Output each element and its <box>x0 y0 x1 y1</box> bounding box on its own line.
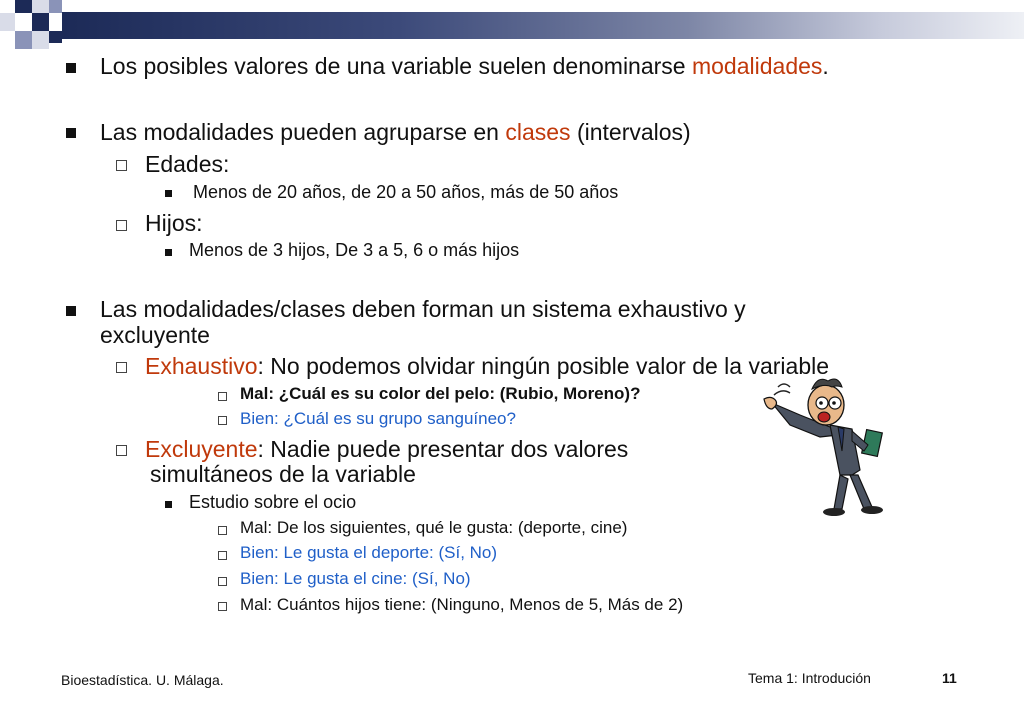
angry-man-illustration <box>760 375 910 520</box>
bullet-hollow <box>116 445 127 456</box>
deco-square-6 <box>15 31 32 49</box>
deco-square-4 <box>0 13 15 31</box>
bullet-hollow-small <box>218 526 227 535</box>
footer-course: Bioestadística. U. Málaga. <box>61 672 224 688</box>
ocio-bien-1: Bien: Le gusta el deporte: (Sí, No) <box>240 543 498 562</box>
sub-edades: Edades: <box>145 151 230 177</box>
bullet-hollow-small <box>218 392 227 401</box>
title-bar-gradient <box>62 12 1024 39</box>
page-number: 11 <box>942 670 957 686</box>
deco-square-1 <box>15 0 32 13</box>
deco-square-2 <box>32 0 49 13</box>
sub-excluyente: Excluyente: Nadie puede presentar dos valores <box>145 436 629 462</box>
bullet-hollow-small <box>218 416 227 425</box>
bullet-sistema-cont: excluyente <box>100 322 210 348</box>
bullet-hollow <box>116 220 127 231</box>
sub-exhaustivo: Exhaustivo: No podemos olvidar ningún posible valor de la variable <box>145 353 830 379</box>
exhaustivo-mal: Mal: ¿Cuál es su color del pelo: (Rubio, Moreno)? <box>240 384 641 403</box>
sub-excluyente-cont: simultáneos de la variable <box>150 461 416 487</box>
bullet-small <box>165 249 172 256</box>
hijos-detail: Menos de 3 hijos, De 3 a 5, 6 o más hijos <box>189 240 520 260</box>
ocio-mal-1: Mal: De los siguientes, qué le gusta: (deporte, cine) <box>240 518 628 537</box>
bullet-modalidades: Los posibles valores de una variable suelen denominarse modalidades. <box>100 53 829 79</box>
footer-topic: Tema 1: Introdución <box>748 670 871 686</box>
bullet-hollow-small <box>218 577 227 586</box>
bullet-hollow-small <box>218 602 227 611</box>
bullet-hollow <box>116 362 127 373</box>
bullet-small <box>165 190 172 197</box>
deco-square-3 <box>49 0 62 13</box>
deco-square-5 <box>32 13 49 31</box>
bullet-hollow-small <box>218 551 227 560</box>
exhaustivo-bien: Bien: ¿Cuál es su grupo sanguíneo? <box>240 409 516 428</box>
edades-detail: Menos de 20 años, de 20 a 50 años, más de 50 años <box>193 182 619 202</box>
bullet-square <box>66 128 76 138</box>
deco-square-8 <box>49 31 62 43</box>
bullet-sistema: Las modalidades/clases deben forman un sistema exhaustivo y <box>100 296 746 322</box>
deco-square-7 <box>32 31 49 49</box>
bullet-clases: Las modalidades pueden agruparse en clases (intervalos) <box>100 119 691 145</box>
ocio-mal-2: Mal: Cuántos hijos tiene: (Ninguno, Menos de 5, Más de 2) <box>240 595 684 614</box>
estudio-ocio: Estudio sobre el ocio <box>189 492 357 512</box>
bullet-square <box>66 306 76 316</box>
bullet-small <box>165 501 172 508</box>
bullet-square <box>66 63 76 73</box>
sub-hijos: Hijos: <box>145 210 203 236</box>
bullet-hollow <box>116 160 127 171</box>
ocio-bien-2: Bien: Le gusta el cine: (Sí, No) <box>240 569 471 588</box>
